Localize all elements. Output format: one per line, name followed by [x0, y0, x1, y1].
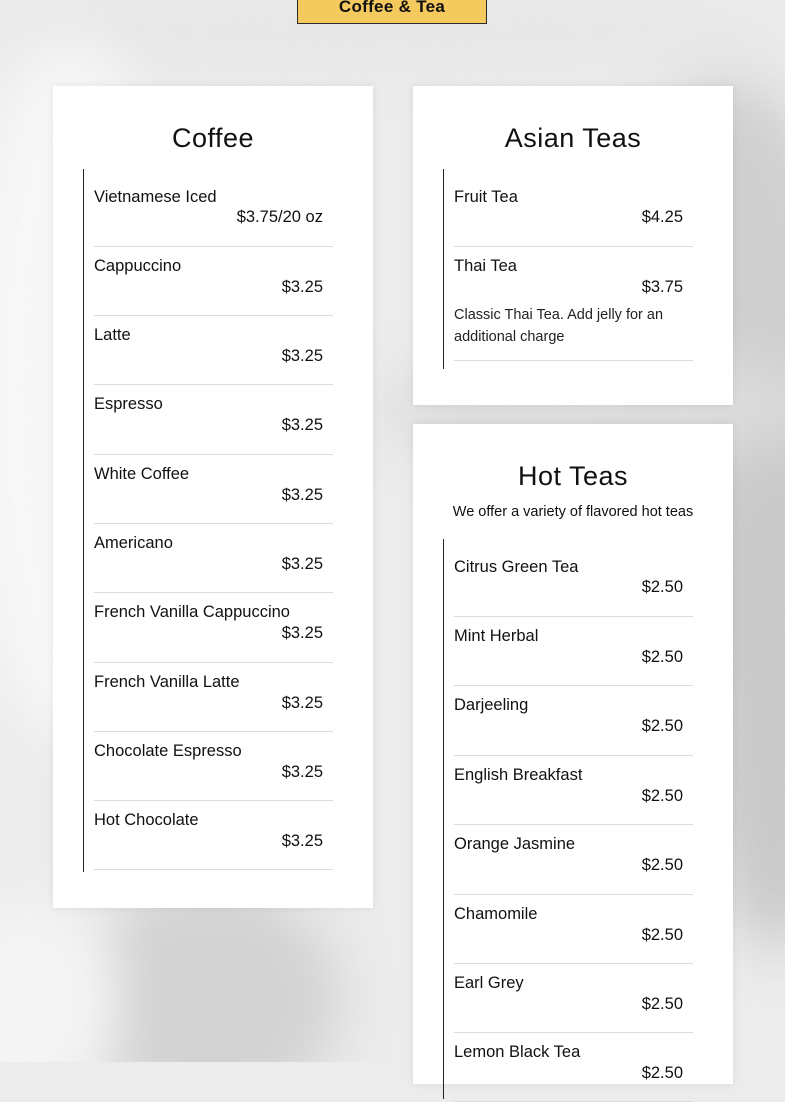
item-description: Classic Thai Tea. Add jelly for an additional charge	[454, 307, 664, 345]
item-name: White Coffee	[94, 465, 190, 483]
menu-item	[454, 247, 693, 361]
menu-item	[94, 801, 333, 870]
menu-item	[454, 539, 693, 617]
menu-item	[94, 663, 333, 732]
item-name: Vietnamese Iced	[94, 188, 217, 206]
item-name: Earl Grey	[454, 974, 524, 992]
item-price: $2.50	[641, 717, 683, 735]
item-price: $3.25	[281, 763, 323, 781]
item-price: $2.50	[641, 926, 683, 944]
menu-item	[94, 247, 333, 316]
item-name: Chocolate Espresso	[94, 742, 242, 760]
coffee-menu-card	[53, 86, 373, 908]
hot-teas-card	[413, 424, 733, 1084]
coffee-tea-button[interactable]: Coffee & Tea	[297, 0, 487, 24]
item-price: $2.50	[641, 648, 683, 666]
item-price: $2.50	[641, 1064, 683, 1082]
item-price: $3.25	[281, 624, 323, 642]
item-name: English Breakfast	[454, 766, 583, 784]
menu-item	[94, 385, 333, 455]
menu-item	[454, 756, 693, 825]
hot-teas-title: Hot Teas	[517, 461, 629, 491]
item-price: $3.25	[281, 694, 323, 712]
menu-item	[454, 1033, 693, 1102]
item-name: Latte	[94, 326, 131, 344]
menu-item	[454, 825, 693, 895]
item-name: Orange Jasmine	[454, 835, 576, 853]
item-price: $2.50	[641, 856, 683, 874]
hot-teas-subtitle: We offer a variety of flavored hot teas	[452, 504, 694, 520]
item-price: $3.75/20 oz	[236, 208, 323, 226]
menu-item	[454, 686, 693, 756]
item-price: $2.50	[641, 578, 683, 596]
menu-item	[94, 455, 333, 524]
menu-item	[454, 964, 693, 1033]
item-name: Fruit Tea	[454, 188, 518, 206]
item-name: Mint Herbal	[454, 627, 539, 645]
item-price: $2.50	[641, 787, 683, 805]
menu-item	[454, 895, 693, 964]
item-price: $3.25	[281, 278, 323, 296]
menu-item	[94, 593, 333, 663]
asian-teas-title: Asian Teas	[504, 123, 642, 153]
item-name: Thai Tea	[454, 257, 517, 275]
menu-item	[454, 169, 693, 247]
item-name: Cappuccino	[94, 257, 182, 275]
item-price: $4.25	[641, 208, 683, 226]
item-name: Darjeeling	[454, 696, 529, 714]
item-price: $3.75	[641, 278, 683, 296]
item-name: Chamomile	[454, 905, 538, 923]
item-price: $3.25	[281, 832, 323, 850]
hot-teas-list	[443, 539, 694, 1099]
coffee-list	[83, 169, 334, 872]
item-price: $2.50	[641, 995, 683, 1013]
item-name: Americano	[94, 534, 173, 552]
asian-teas-card	[413, 86, 733, 405]
item-name: French Vanilla Cappuccino	[94, 603, 290, 621]
asian-teas-list	[443, 169, 694, 369]
coffee-title: Coffee	[171, 123, 255, 153]
item-price: $3.25	[281, 416, 323, 434]
item-name: Espresso	[94, 395, 163, 413]
item-price: $3.25	[281, 486, 323, 504]
item-name: Citrus Green Tea	[454, 558, 579, 576]
item-price: $3.25	[281, 347, 323, 365]
item-name: Hot Chocolate	[94, 811, 199, 829]
item-name: French Vanilla Latte	[94, 673, 240, 691]
menu-item	[94, 169, 333, 247]
item-name: Lemon Black Tea	[454, 1043, 581, 1061]
menu-item	[94, 316, 333, 385]
item-price: $3.25	[281, 555, 323, 573]
menu-item	[94, 732, 333, 801]
menu-item	[94, 524, 333, 593]
menu-item	[454, 617, 693, 686]
